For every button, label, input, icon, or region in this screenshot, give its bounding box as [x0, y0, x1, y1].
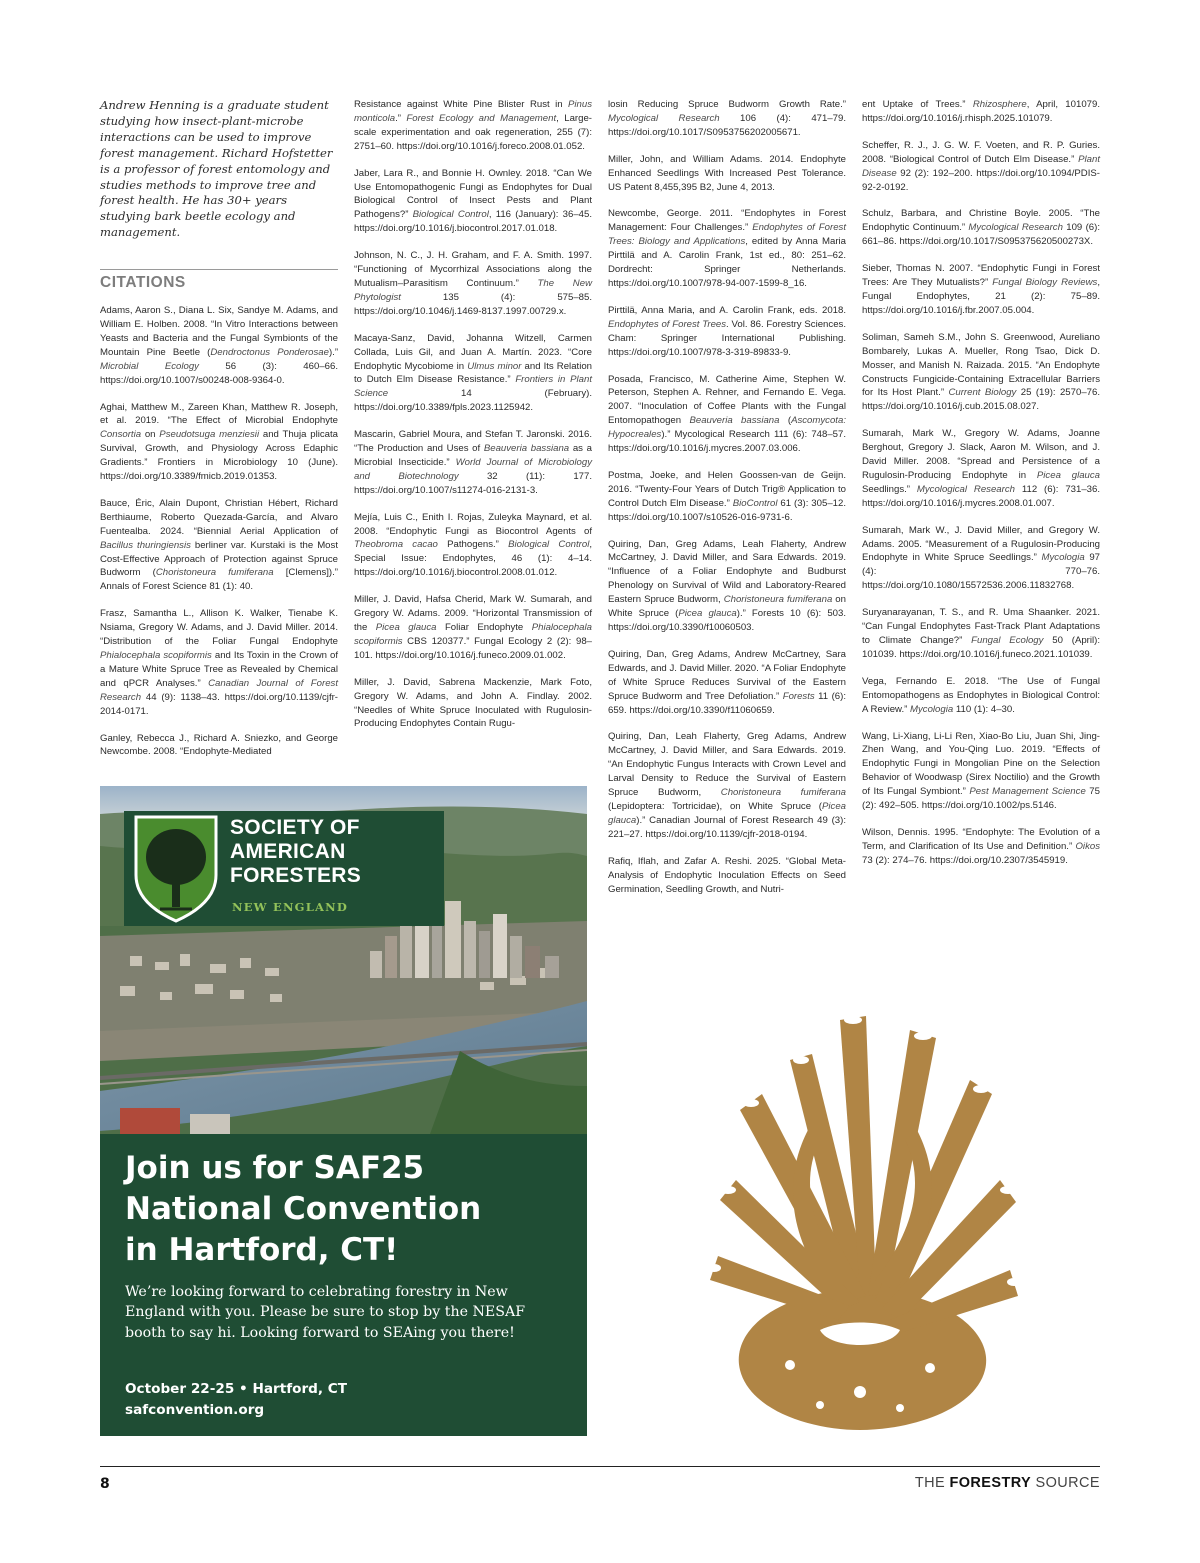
citation-text: 112 (6): 731–36. https://doi.org/10.1016/j.mycres.2008.01.007. [862, 483, 1100, 509]
citation-text: .” [395, 112, 407, 124]
citation-text: Miller, J. David, Sabrena Mackenzie, Mark Foto, Gregory W. Adams, and John A. Findlay. 2002. “Needles of White Spruce Inoculated with Rugulosin-Producing Endophytes Contain Rugu- [354, 676, 592, 730]
citation-italic: Endophytes of Forest Trees [608, 318, 727, 330]
citation-text: Jaber, Lara R., and Bonnie H. Ownley. 2018. “Can We Use Entomopathogenic Fungi as Endophytes for Dual Biological Control of Insect Pests and Plant Pathogens?” [354, 167, 592, 221]
citation-italic: Choristoneura fumiferana [720, 787, 846, 799]
citation-text: and Thuja plicata Survival, Growth, and Physiology Across Edaphic Gradients.” Frontiers in Microbiology 10 (June). https://doi.org/10.3389/fmicb.2019.01353. [100, 429, 338, 483]
ad-date-location: October 22-25 • Hartford, CT [125, 1381, 348, 1397]
citation-entry [862, 826, 1100, 868]
citation-entry [100, 304, 338, 387]
citation-text: 44 (9): 1138–43. https://doi.org/10.1139/cjfr-2014-0171. [100, 691, 338, 717]
logo-text-line-1: SOCIETY OF [230, 816, 360, 839]
citation-italic: Phialocephala scopiformis [100, 650, 212, 661]
logo-subtitle: NEW ENGLAND [232, 900, 348, 914]
citation-text: Seedlings.” [862, 483, 917, 495]
citation-text: 106 (4): 471–79. https://doi.org/10.1017/S0953756202005671. [608, 112, 847, 138]
citation-text: 11 (6): 659. https://doi.org/10.3390/f11060659. [608, 690, 847, 716]
citation-text: , April, 101079. https://doi.org/10.1016/j.rhisph.2025.101079. [862, 99, 1100, 124]
citation-text: , Fungal Endophytes, 21 (2): 75–89. https://doi.org/10.1016/j.fbr.2007.05.004. [862, 277, 1100, 316]
citation-entry [100, 401, 338, 484]
citation-entry [862, 730, 1100, 813]
citation-entry [608, 153, 846, 195]
citation-text: ( [779, 415, 792, 427]
citation-text: 109 (6): 661–86. https://doi.org/10.1017/S095375620500273X. [862, 222, 1100, 248]
citation-entry [862, 331, 1100, 414]
citation-text: Sumarah, Mark W., J. David Miller, and Gregory W. Adams. 2005. “Measurement of a Rugulosin-Producing Endophyte in White Spruce Seedlings.” [862, 524, 1100, 564]
citation-text: Miller, J. David, Hafsa Cherid, Mark W. Sumarah, and Gregory W. Adams. 2009. “Horizontal Transmission of the [354, 594, 592, 633]
citation-italic: Pinus monticola [354, 99, 592, 124]
citation-italic: Consortia [100, 429, 142, 441]
citation-entry [608, 855, 846, 897]
citation-text: Frasz, Samantha L., Allison K. Walker, Tienabe K. Nsiama, Gregory W. Adams, and J. David Miller. 2014. “Distribution of the Foliar Fungal Endophyte [100, 608, 338, 648]
tree-shield-icon [130, 813, 222, 925]
citation-text: Suryanarayanan, T. S., and R. Uma Shaanker. 2021. “Can Fungal Endophytes Fast-Track Plant Adaptations to Climate Change?” [862, 607, 1100, 646]
citation-italic: Mycological Research [968, 222, 1063, 234]
citation-italic: Microbial Ecology [100, 360, 199, 372]
citation-text: Schulz, Barbara, and Christine Boyle. 2005. “The Endophytic Continuum.” [862, 208, 1100, 234]
citation-text: CBS 120377.” Fungal Ecology 2 (2): 98–101. https://doi.org/10.1016/j.funeco.2009.01.002. [354, 635, 592, 661]
ad-headline-line-1: Join us for SAF25 [125, 1150, 425, 1186]
citation-italic: Biological Control [412, 209, 489, 221]
logo-text-line-2: AMERICAN [230, 840, 346, 863]
citation-text: Sieber, Thomas N. 2007. “Endophytic Fungi in Forest Trees: Are They Mutualists?” [862, 263, 1100, 289]
citation-entry [608, 207, 846, 290]
text-column-2 [354, 98, 592, 744]
citation-text: [Clemens]).” Annals of Forest Science 81 (1): 40. [100, 567, 338, 593]
citation-italic: Frontiers in Plant Science [354, 374, 592, 400]
citation-text: Aghai, Matthew M., Zareen Khan, Matthew R. Joseph, et al. 2019. “The Effect of Microbial Endophyte [100, 401, 338, 427]
citation-text: berliner var. Kurstaki is the Most Cost-Effective Approach of Protection against Spruce Budworm ( [100, 539, 338, 579]
logo-text-line-3: FORESTERS [230, 864, 362, 887]
citation-italic: Theobroma cacao [354, 539, 438, 551]
citation-italic: Phialocephala scopiformis [354, 622, 592, 647]
citations-divider [100, 269, 338, 270]
text-column-1 [100, 98, 338, 772]
text-column-4 [862, 98, 1100, 881]
citation-text: 56 (3): 460–66. https://doi.org/10.1007/s00248-008-9364-0. [100, 360, 338, 386]
citation-italic: Choristoneura fumiferana [723, 594, 833, 606]
citation-entry [862, 207, 1100, 249]
citation-italic: Ulmus minor [467, 360, 522, 372]
citation-text: 97 (4): 770–76. https://doi.org/10.1080/15572536.2006.11832768. [862, 552, 1101, 592]
citation-entry [608, 469, 846, 525]
citation-entry [354, 249, 592, 319]
citation-text: Postma, Joeke, and Helen Goossen-van de Geijn. 2016. “Twenty-Four Years of Dutch Trig® Application to Control Dutch Elm Disease.” [608, 469, 846, 509]
footer-divider [100, 1466, 1100, 1467]
citation-text: , Special Issue: Endophytes, 46 (1): 4–14. https://doi.org/10.1016/j.biocontrol.2008.01.012. [354, 539, 593, 579]
citation-italic: Beauveria bassiana [483, 443, 570, 455]
saf-convention-ad[interactable] [100, 786, 587, 1436]
citation-text: on [141, 429, 160, 441]
citation-italic: Choristoneura fumiferana [155, 567, 274, 579]
citation-entry [862, 139, 1100, 195]
citation-italic: Ascomycota: Hypocreales [608, 415, 846, 441]
citation-text: Miller, John, and William Adams. 2014. Endophyte Enhanced Seedlings With Increased Pest Tolerance. US Patent 8,455,395 B2, June 4, 2013. [608, 153, 846, 193]
ad-website-link[interactable]: safconvention.org [125, 1402, 265, 1418]
citation-text: 50 (April): 101039. https://doi.org/10.1016/j.funeco.2021.101039. [862, 635, 1101, 660]
citation-entry [354, 593, 592, 663]
masthead-the: THE [914, 1475, 950, 1491]
citation-text: Mascarin, Gabriel Moura, and Stefan T. Jaronski. 2016. “The Production and Uses of [354, 429, 592, 455]
citation-italic: Canadian Journal of Forest Research [100, 677, 338, 703]
citation-italic: Pseudotsuga menziesii [159, 429, 260, 441]
citation-text: Scheffer, R. J., J. G. W. F. Voeten, and R. P. Guries. 2008. “Biological Control of Dutch Elm Disease.” [862, 139, 1100, 165]
citation-italic: Picea glauca [1036, 469, 1101, 481]
citation-italic: The New Phytologist [354, 277, 592, 303]
citation-text: Rafiq, Iflah, and Zafar A. Reshi. 2025. “Global Meta-Analysis of Endophytic Inoculation Effects on Seed Germination, Seedling Growth, and Nutri- [608, 855, 846, 895]
citation-entry [862, 524, 1100, 594]
page-number: 8 [100, 1476, 110, 1492]
citation-list [354, 98, 592, 731]
ad-body-text: We’re looking forward to celebrating forestry in New England with you. Please be sure to stop by the NESAF booth to say hi. Looking forward to SEAing you there! [125, 1284, 526, 1341]
citation-text: Quiring, Dan, Greg Adams, Andrew McCartney, Sara Edwards, and J. David Miller. 2020. “A Foliar Endophyte of White Spruce Reduces Survival of the Eastern Spruce Budworm and Tree Defoliation.” [608, 648, 846, 702]
citation-text: 73 (2): 274–76. https://doi.org/10.2307/3545919. [862, 854, 1068, 866]
citation-text: 25 (19): 2570–76. https://doi.org/10.1016/j.cub.2015.08.027. [862, 387, 1100, 413]
citation-entry [354, 98, 592, 154]
citation-italic: Current Biology [948, 387, 1017, 399]
citation-text: Wilson, Dennis. 1995. “Endophyte: The Evolution of a Term, and Clarification of Its Use and Definition.” [862, 826, 1100, 852]
citation-italic: Fungal Ecology [971, 635, 1044, 646]
citation-entry [100, 607, 338, 718]
citation-entry [608, 373, 846, 456]
citation-italic: Forests [782, 690, 815, 702]
citation-list [608, 98, 846, 896]
citation-entry [862, 98, 1100, 126]
saf-new-england-logo [124, 811, 444, 926]
citation-italic: Picea glauca [608, 800, 846, 826]
citation-text: Ganley, Rebecca J., Richard A. Sniezko, and George Newcombe. 2008. “Endophyte-Mediated [100, 732, 338, 758]
citation-text: 110 (1): 4–30. [953, 703, 1015, 715]
ad-headline-line-2: National Convention [125, 1191, 482, 1227]
citation-entry [862, 606, 1100, 662]
citation-list [100, 304, 338, 759]
citation-italic: Picea glauca [678, 608, 737, 620]
masthead-forestry: FORESTRY [949, 1475, 1032, 1491]
citation-text: Newcombe, George. 2011. “Endophytes in Forest Management: Four Challenges.” [608, 208, 846, 234]
citation-text: Resistance against White Pine Blister Rust in [354, 99, 568, 110]
citation-italic: Forest Ecology and Management [406, 112, 557, 124]
citation-entry [608, 98, 846, 140]
citation-text: Wang, Li-Xiang, Li-Li Ren, Xiao-Bo Liu, Juan Shi, Jing-Zhen Wang, and You-Qing Luo. 2019. “Effects of Endophytic Fungi in Mongolian Pine on the Selection Behavior of Woodwasp (Sirex Noctilio) and the Growth of Its Fungal Symbiont.” [862, 730, 1100, 798]
citation-italic: Beauveria bassiana [689, 415, 780, 427]
citation-text: Adams, Aaron S., Diana L. Six, Sandye M. Adams, and William E. Holben. 2008. “In Vitro Interactions between Yeasts and Bacteria and the Fungal Symbionts of the Mountain Pine Beetle ( [100, 305, 338, 358]
citation-italic: Picea glauca [375, 622, 437, 633]
citation-entry [608, 538, 846, 635]
citation-italic: Plant Disease [862, 153, 1100, 179]
citation-italic: Rhizosphere [972, 99, 1027, 110]
citation-text: Macaya-Sanz, David, Johanna Witzell, Carmen Collada, Luis Gil, and Juan A. Martín. 2023. “Core Endophytic Mycobiome in [354, 332, 592, 372]
citation-italic: Oikos [1075, 840, 1100, 852]
citation-italic: Dendroctonus Ponderosae [210, 346, 329, 358]
citation-text: Johnson, N. C., J. H. Graham, and F. A. Smith. 1997. “Functioning of Mycorrhizal Associations along the Mutualism–Parasitism Continuum.” [354, 250, 592, 289]
citation-entry [608, 304, 846, 360]
citation-entry [354, 676, 592, 732]
citation-italic: Mycologia [1041, 552, 1085, 564]
publication-masthead [915, 1475, 1100, 1491]
citation-italic: Bacillus thuringiensis [100, 539, 191, 551]
citation-text: ).” Canadian Journal of Forest Research 49 (3): 221–27. https://doi.org/10.1139/cjfr-2018-0194. [608, 814, 846, 840]
citation-text: Quiring, Dan, Greg Adams, Leah Flaherty, Andrew McCartney, J. David Miller, and Sara Edwards. 2019. “Influence of a Foliar Endophyte and Budburst Phenology on Survival of Wild and Laboratory-Reared Eastern Spruce Budworm, [608, 538, 846, 606]
citation-text: 61 (3): 305–12. https://doi.org/10.1007/s10526-016-9731-6. [608, 497, 846, 523]
citation-text: and Its Relation to Dutch Elm Disease Resistance.” [354, 360, 592, 386]
author-bio: Andrew Henning is a graduate student studying how insect-plant-microbe interactions can be used to improve forest management. Richard Hofstetter is a professor of forest entomology and studies methods to improve tree and forest health. He has 30+ years studying bark beetle ecology and management. [100, 98, 333, 240]
citation-text: on White Spruce ( [608, 594, 846, 620]
citation-text: and Its Toxin in the Crown of a Mature White Spruce Tree as Revealed by Chemical and qPCR Analyses.” [100, 650, 338, 689]
citation-text: (Lepidoptera: Tortricidae), on White Spruce ( [608, 800, 822, 812]
citation-entry [608, 730, 846, 841]
ad-headline [125, 1148, 565, 1271]
citation-text: Soliman, Sameh S.M., John S. Greenwood, Aureliano Bombarely, Lukas A. Mueller, Rong Tsao, Dick D. Mosser, and Manish N. Raizada. 2015. “An Endophyte Constructs Fungicide-Containing Extracellular Barriers for Its Host Plant.” [862, 331, 1100, 399]
citation-text: , 116 (January): 36–45. https://doi.org/10.1016/j.biocontrol.2017.01.018. [354, 209, 592, 235]
citation-text: ent Uptake of Trees.” [862, 99, 973, 110]
citation-text: Sumarah, Mark W., Gregory W. Adams, Joanne Berghout, Gregory J. Slack, Aaron M. Wilson, and J. David Miller. 2008. “Spread and Persistence of a Rugulosin-Producing Endophyte in [862, 428, 1100, 481]
citation-italic: Endophytes of Forest Trees: Biology and Applications [608, 222, 846, 248]
text-column-3 [608, 98, 846, 909]
citation-text: , edited by Anna Maria Pirttilä and A. Carolin Frank, 1st ed., 80: 251–62. Dordrecht: Springer Netherlands. https://doi.org/10.1007/978-94-007-1599-8_16. [608, 236, 846, 289]
citation-italic: BioControl [732, 497, 778, 509]
citation-entry [100, 497, 338, 594]
citation-italic: Pest Management Science [969, 786, 1086, 798]
citation-text: 135 (4): 575–85. https://doi.org/10.1046/j.1469-8137.1997.00729.x. [354, 291, 592, 317]
citations-heading: CITATIONS [100, 274, 186, 292]
citation-text: ).” Forests 10 (6): 503. https://doi.org/10.3390/f10060503. [608, 608, 846, 633]
citation-text: Mejía, Luis C., Enith I. Rojas, Zuleyka Maynard, et al. 2008. “Endophytic Fungi as Biocontrol Agents of [354, 511, 592, 537]
pinecone-illustration [700, 990, 1020, 1430]
citation-text: Posada, Francisco, M. Catherine Aime, Stephen W. Peterson, Stephen A. Rehner, and Fernando E. Vega. 2007. “Inoculation of Coffee Plants with the Fungal Entomopathogen [608, 373, 846, 427]
citation-entry [862, 262, 1100, 318]
citation-text: ).” Mycological Research 111 (6): 748–57. https://doi.org/10.1016/j.mycres.2007.03.006. [608, 429, 846, 455]
citation-text: as a Microbial Insecticide.” [354, 443, 592, 468]
citation-entry [354, 167, 592, 237]
citation-italic: Mycological Research [916, 483, 1015, 495]
citation-italic: World Journal of Microbiology and Biotechnology [354, 456, 592, 482]
citation-italic: Biological Control [508, 539, 590, 551]
citation-entry [862, 427, 1100, 510]
citation-text: . Vol. 86. Forestry Sciences. Cham: Springer International Publishing. https://doi.org/10.1007/978-3-319-89833-9. [608, 318, 846, 358]
citation-text: 92 (2): 192–200. https://doi.org/10.1094/PDIS-92-2-0192. [862, 167, 1100, 193]
citation-text: Bauce, Éric, Alain Dupont, Christian Hébert, Richard Berthiaume, Roberto Quezada-García, and Alvaro Fuentealba. 2024. “Biennial Aerial Application of [100, 497, 338, 537]
masthead-source: SOURCE [1031, 1475, 1100, 1491]
citation-text: Pirttilä, Anna Maria, and A. Carolin Frank, eds. 2018. [608, 304, 846, 316]
citation-italic: Fungal Biology Reviews [992, 277, 1098, 289]
citation-entry [354, 332, 592, 415]
citation-italic: Mycological Research [608, 112, 720, 124]
citation-text: Vega, Fernando E. 2018. “The Use of Fungal Entomopathogens as Endophytes in Biological Control: A Review.” [862, 675, 1100, 715]
citation-text: 32 (11): 177. https://doi.org/10.1007/s11274-016-2131-3. [354, 470, 592, 496]
citation-text: Quiring, Dan, Leah Flaherty, Greg Adams, Andrew McCartney, J. David Miller, and Sara Edwards. 2019. “An Endophytic Fungus Interacts with Crown Level and Larval Density to Reduce the Survival of Eastern Spruce Budworm, [608, 731, 846, 799]
citation-text: ).” [328, 346, 339, 358]
citation-text: , Large-scale experimentation and oak regeneration, 255 (7): 2751–60. https://doi.org/10.1016/j.foreco.2008.01.052. [354, 112, 592, 152]
ad-headline-line-3: in Hartford, CT! [125, 1232, 399, 1268]
citation-text: 75 (2): 492–505. https://doi.org/10.1002/ps.5146. [862, 786, 1100, 812]
citation-entry [862, 675, 1100, 717]
citation-text: Pathogens.” [437, 539, 509, 551]
citation-entry [100, 732, 338, 760]
citation-italic: Mycologia [910, 703, 954, 715]
citation-list [862, 98, 1100, 868]
citation-entry [608, 648, 846, 718]
citation-entry [354, 428, 592, 498]
citation-text: Foliar Endophyte [436, 622, 532, 633]
citation-entry [354, 511, 592, 581]
citation-text: 14 (February). https://doi.org/10.3389/fpls.2023.1125942. [354, 388, 592, 414]
citation-text: losin Reducing Spruce Budworm Growth Rate.” [608, 99, 846, 110]
